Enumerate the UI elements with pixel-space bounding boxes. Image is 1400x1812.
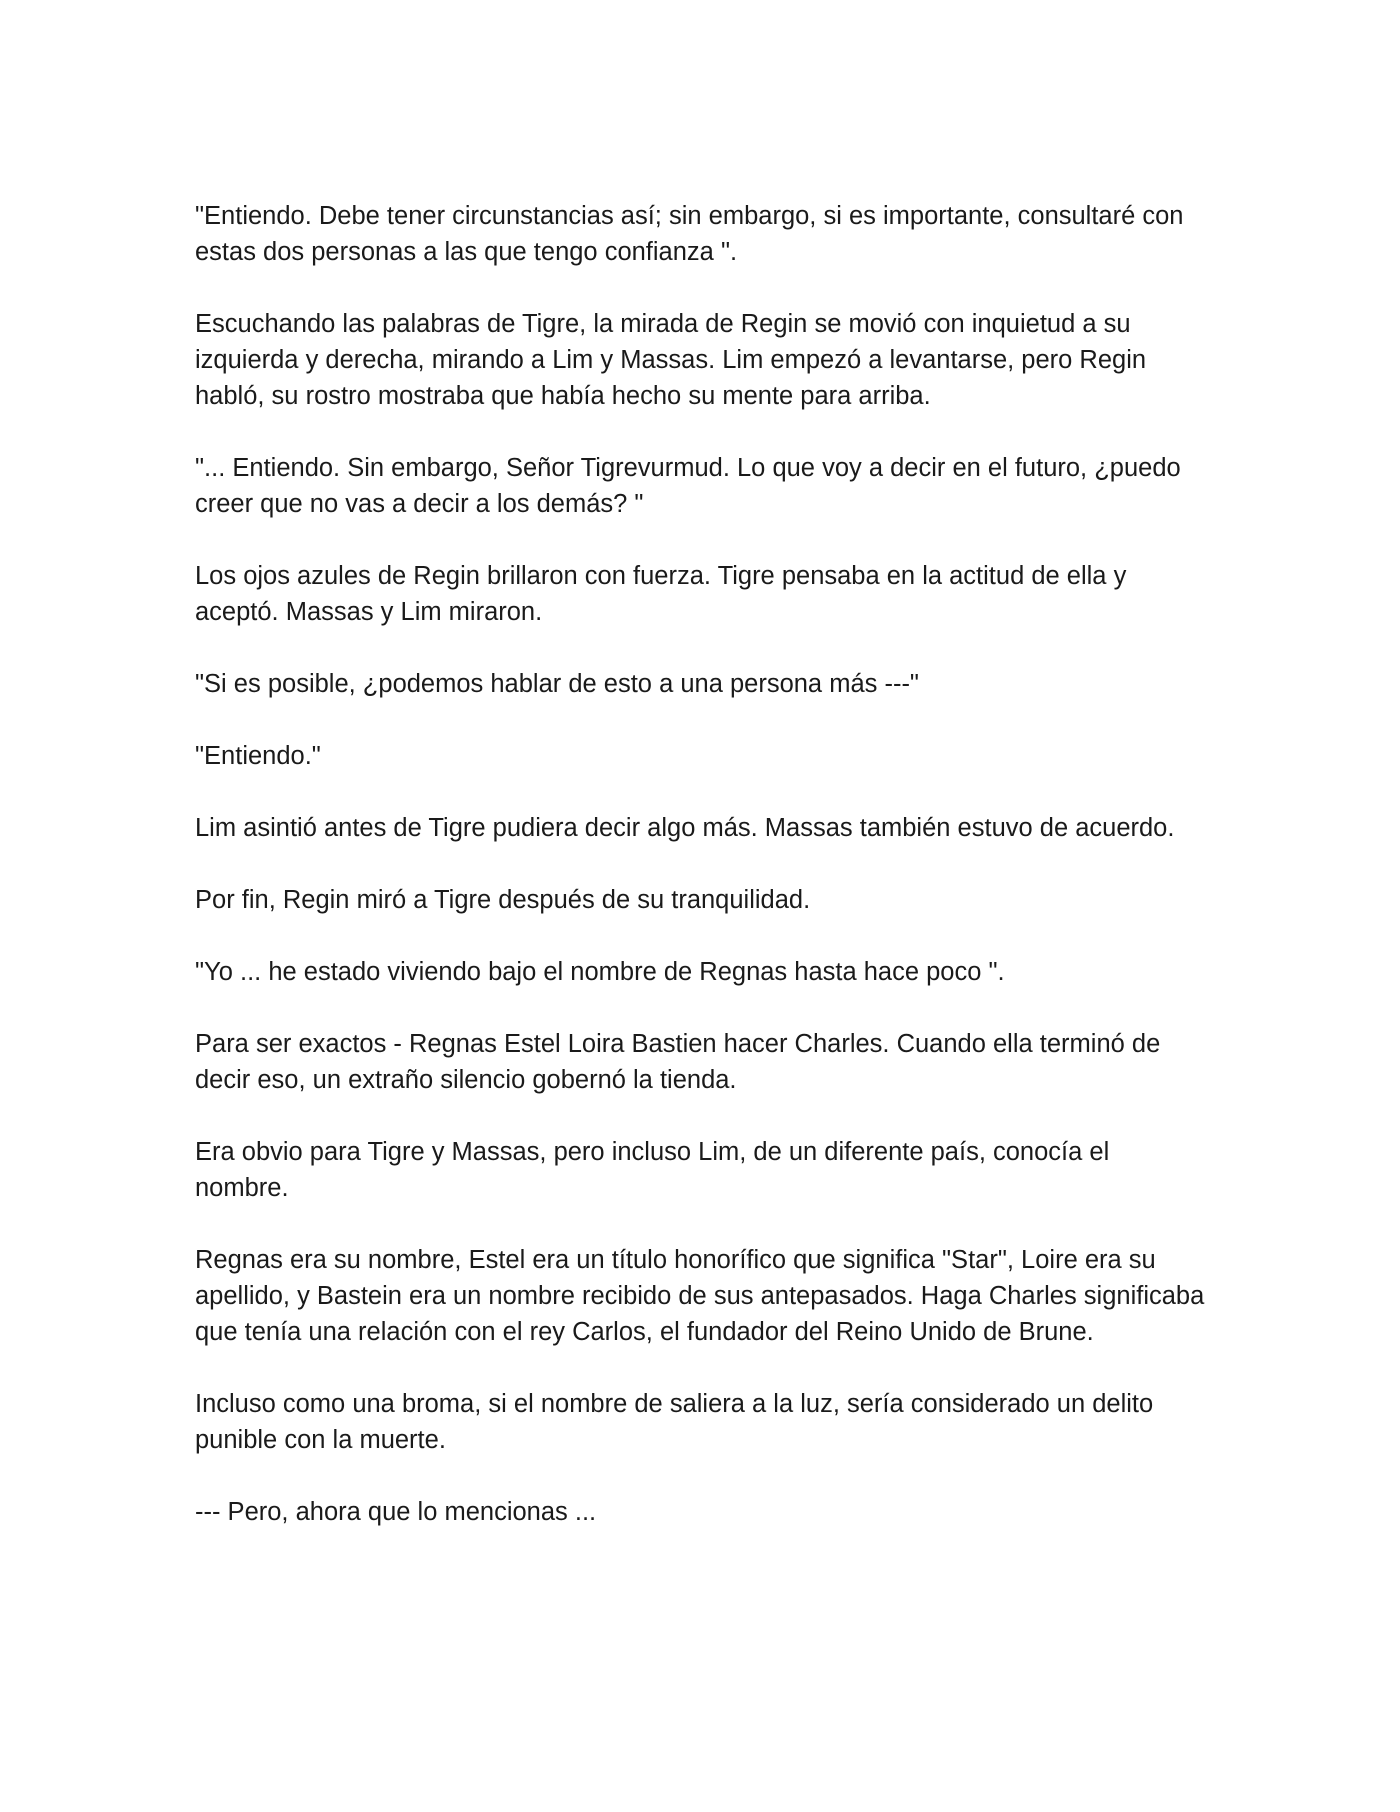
paragraph: --- Pero, ahora que lo mencionas ... (195, 1498, 597, 1526)
paragraph: "Entiendo." (195, 742, 321, 770)
paragraph: Regnas era su nombre, Estel era un título honorífico que significa "Star", Loire era su apellido, y Bastein era un nombre recibido de sus antepasados. Haga Charles significaba que tenía una relación con el rey Carlos, el fundador del Reino Unido de Brune. (195, 1246, 1205, 1346)
paragraph: "Si es posible, ¿podemos hablar de esto a una persona más ---" (195, 670, 919, 698)
paragraph: Para ser exactos - Regnas Estel Loira Bastien hacer Charles. Cuando ella terminó de decir eso, un extraño silencio gobernó la tienda. (195, 1030, 1161, 1094)
paragraph: Era obvio para Tigre y Massas, pero incluso Lim, de un diferente país, conocía el nombre. (195, 1138, 1110, 1202)
paragraph: Lim asintió antes de Tigre pudiera decir algo más. Massas también estuvo de acuerdo. (195, 814, 1175, 842)
paragraph: "... Entiendo. Sin embargo, Señor Tigrevurmud. Lo que voy a decir en el futuro, ¿puedo creer que no vas a decir a los demás? " (195, 454, 1181, 518)
paragraph: Escuchando las palabras de Tigre, la mirada de Regin se movió con inquietud a su izquierda y derecha, mirando a Lim y Massas. Lim empezó a levantarse, pero Regin habló, su rostro mostraba que había hecho su mente para arriba. (195, 310, 1147, 410)
document-body (195, 198, 1205, 1530)
paragraph: Los ojos azules de Regin brillaron con fuerza. Tigre pensaba en la actitud de ella y aceptó. Massas y Lim miraron. (195, 562, 1127, 626)
paragraph: "Entiendo. Debe tener circunstancias así; sin embargo, si es importante, consultaré con estas dos personas a las que tengo confianza ". (195, 202, 1184, 266)
paragraph: Incluso como una broma, si el nombre de saliera a la luz, sería considerado un delito punible con la muerte. (195, 1390, 1154, 1454)
paragraph: Por fin, Regin miró a Tigre después de su tranquilidad. (195, 886, 811, 914)
paragraph: "Yo ... he estado viviendo bajo el nombre de Regnas hasta hace poco ". (195, 958, 1005, 986)
